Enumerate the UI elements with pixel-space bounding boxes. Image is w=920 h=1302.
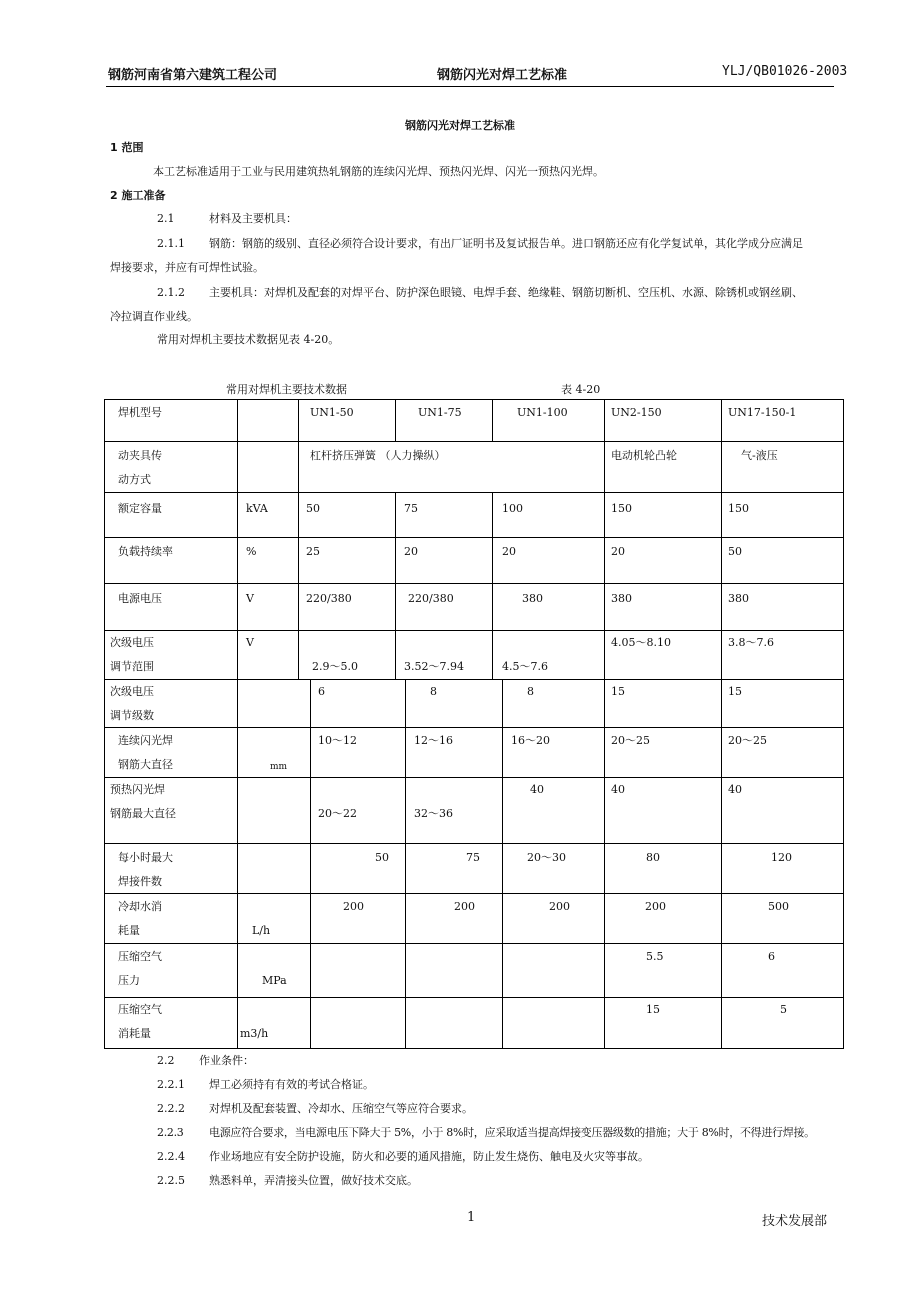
table-row-2-label-1: 动夹具传	[118, 449, 162, 462]
table-cell: 32～36	[414, 807, 453, 820]
table-row-13-label-1: 压缩空气	[118, 1003, 162, 1016]
table-cell: 120	[771, 851, 792, 864]
table-cell: 8	[527, 685, 534, 698]
table-header-model-5: UN17-150-1	[728, 406, 797, 419]
table-cell: 3.52～7.94	[404, 660, 464, 673]
para-2-1-1-num: 2.1.1	[157, 237, 185, 250]
table-cell: 40	[530, 783, 544, 796]
para-2-1-text: 材料及主要机具：	[209, 212, 297, 225]
para-2-2-4-num: 2.2.4	[157, 1150, 185, 1163]
para-2-1-num: 2.1	[157, 212, 175, 225]
table-cell: 380	[611, 592, 632, 605]
table-header-model-1: UN1-50	[310, 406, 354, 419]
table-row-5-label: 电源电压	[118, 592, 162, 605]
table-row-12-label-1: 压缩空气	[118, 950, 162, 963]
table-cell: 4.05～8.10	[611, 636, 671, 649]
table-cell: 20	[404, 545, 418, 558]
table-cell: 200	[549, 900, 570, 913]
table-cell: 80	[646, 851, 660, 864]
table-row-9-label-1: 预热闪光焊	[110, 783, 165, 796]
table-row-6-label-2: 调节范围	[110, 660, 154, 673]
section-1-heading: 1 范围	[110, 141, 144, 154]
table-row-12-label-2: 压力	[118, 974, 140, 987]
para-2-2-1	[157, 1078, 374, 1092]
table-header-model-4: UN2-150	[611, 406, 662, 419]
table-cell: 10～12	[318, 734, 357, 747]
table-cell: 200	[454, 900, 475, 913]
table-cell: 40	[611, 783, 625, 796]
para-2-2-5	[157, 1174, 418, 1188]
table-cell: 2.9～5.0	[312, 660, 358, 673]
table-cell: 50	[375, 851, 389, 864]
table-cell: 150	[728, 502, 749, 515]
header-title: 钢筋闪光对焊工艺标准	[437, 68, 568, 83]
para-2-2-1-num: 2.2.1	[157, 1078, 185, 1091]
table-cell: 380	[728, 592, 749, 605]
para-2-1-1-line1: 钢筋：钢筋的级别、直径必须符合设计要求，有出厂证明书及复试报告单。进口钢筋还应有化学复试单，其化学成分应满足	[209, 237, 803, 250]
header-code: YLJ/QB01026-2003	[722, 64, 848, 79]
table-number: 表 4-20	[561, 383, 601, 396]
para-2-2-4-text: 作业场地应有安全防护设施，防火和必要的通风措施，防止发生烧伤、触电及火灾等事故。	[209, 1150, 649, 1163]
table-row-11-unit: L/h	[252, 924, 271, 937]
table-row-5-unit: V	[246, 592, 254, 605]
section-1-text: 本工艺标准适用于工业与民用建筑热轧钢筋的连续闪光焊、预热闪光焊、闪光一预热闪光焊。	[153, 165, 604, 178]
table-cell: 6	[318, 685, 325, 698]
table-header-model-3: UN1-100	[517, 406, 568, 419]
footer-department: 技术发展部	[762, 1214, 828, 1229]
table-cell: 220/380	[306, 592, 352, 605]
table-cell: 50	[728, 545, 742, 558]
table-row-13-label-2: 消耗量	[118, 1027, 151, 1040]
table-cell: 500	[768, 900, 789, 913]
para-2-2-3-text: 电源应符合要求，当电源电压下降大于 5%，小于 8%时，应采取适当提高焊接变压器级数的措施；大于 8%时，不得进行焊接。	[209, 1126, 815, 1139]
table-row-7-label-2: 调节级数	[110, 709, 154, 722]
para-2-2-5-num: 2.2.5	[157, 1174, 185, 1187]
table-cell: 6	[768, 950, 775, 963]
table-cell: 50	[306, 502, 320, 515]
table-row-1-label: 焊机型号	[118, 406, 162, 419]
para-2-2-3-num: 2.2.3	[157, 1126, 184, 1139]
table-cell: 150	[611, 502, 632, 515]
table-row-3-unit: kVA	[246, 502, 268, 515]
table-cell: 20～30	[527, 851, 566, 864]
para-2-1-2-line1: 主要机具：对焊机及配套的对焊平台、防护深色眼镜、电焊手套、绝缘鞋、钢筋切断机、空压机、水源、除锈机或钢丝刷、	[209, 286, 803, 299]
table-row-2-model-5: 气-液压	[741, 449, 778, 462]
table-row-4-label: 负载持续率	[118, 545, 173, 558]
para-2-1-1-line2: 焊接要求，并应有可焊性试验。	[110, 261, 264, 274]
table-row-8-unit: mm	[270, 762, 288, 772]
table-row-6-label-1: 次级电压	[110, 636, 154, 649]
para-2-2-2-text: 对焊机及配套装置、冷却水、压缩空气等应符合要求。	[209, 1102, 473, 1115]
table-row-3-label: 额定容量	[118, 502, 162, 515]
table-row-2-span: 杠杆挤压弹簧 （人力操纵）	[310, 449, 446, 462]
table-cell: 15	[728, 685, 742, 698]
table-cell: 20～25	[611, 734, 650, 747]
table-caption: 常用对焊机主要技术数据	[226, 383, 347, 396]
table-row-9-label-2: 钢筋最大直径	[110, 807, 176, 820]
table-cell: 15	[611, 685, 625, 698]
table-cell: 20	[611, 545, 625, 558]
table-row-2-label-2: 动方式	[118, 473, 151, 486]
table-row-2-model-4: 电动机轮凸轮	[611, 449, 677, 462]
table-row-7-label-1: 次级电压	[110, 685, 154, 698]
document-title: 钢筋闪光对焊工艺标准	[405, 119, 515, 132]
table-cell: 25	[306, 545, 320, 558]
section-2-heading: 2 施工准备	[110, 189, 166, 202]
table-row-6-unit: V	[246, 636, 254, 649]
para-2-2-5-text: 熟悉料单，弄清接头位置，做好技术交底。	[209, 1174, 418, 1187]
table-cell: 220/380	[408, 592, 454, 605]
table-row-10-label-1: 每小时最大	[118, 851, 173, 864]
table-cell: 15	[646, 1003, 660, 1016]
para-2-2-num: 2.2	[157, 1054, 175, 1067]
table-cell: 4.5～7.6	[502, 660, 548, 673]
table-row-8-label-1: 连续闪光焊	[118, 734, 173, 747]
table-row-11-label-2: 耗量	[118, 924, 140, 937]
table-cell: 20～22	[318, 807, 357, 820]
table-cell: 100	[502, 502, 523, 515]
table-row-8-label-2: 钢筋大直径	[118, 758, 173, 771]
header-company: 钢筋河南省第六建筑工程公司	[108, 68, 278, 83]
table-row-11-label-1: 冷却水消	[118, 900, 162, 913]
para-2-1-2-line2: 冷拉调直作业线。	[110, 310, 198, 323]
para-2-1-2-num: 2.1.2	[157, 286, 185, 299]
table-cell: 200	[645, 900, 666, 913]
para-2-2-1-text: 焊工必须持有有效的考试合格证。	[209, 1078, 374, 1091]
table-cell: 5	[780, 1003, 787, 1016]
page-number: 1	[467, 1210, 476, 1225]
table-cell: 20～25	[728, 734, 767, 747]
para-2-2-4	[157, 1150, 649, 1164]
table-cell: 75	[466, 851, 480, 864]
para-2-2	[157, 1054, 254, 1068]
para-2-2-text: 作业条件：	[199, 1054, 254, 1067]
table-cell: 75	[404, 502, 418, 515]
table-row-12-unit: MPa	[262, 974, 287, 987]
para-2-2-2	[157, 1102, 473, 1116]
table-cell: 40	[728, 783, 742, 796]
table-row-4-unit: %	[246, 545, 257, 558]
table-cell: 380	[522, 592, 543, 605]
table-cell: 20	[502, 545, 516, 558]
table-cell: 5.5	[646, 950, 664, 963]
table-cell: 3.8～7.6	[728, 636, 774, 649]
table-cell: 12～16	[414, 734, 453, 747]
table-cell: 200	[343, 900, 364, 913]
table-header-model-2: UN1-75	[418, 406, 462, 419]
para-2-2-3	[157, 1126, 815, 1140]
para-2-2-2-num: 2.2.2	[157, 1102, 185, 1115]
table-cell: 16～20	[511, 734, 550, 747]
table-cell: 8	[430, 685, 437, 698]
table-reference-note: 常用对焊机主要技术数据见表 4-20。	[157, 333, 340, 346]
table-row-13-unit: m3/h	[240, 1027, 269, 1040]
table-row-10-label-2: 焊接件数	[118, 875, 162, 888]
